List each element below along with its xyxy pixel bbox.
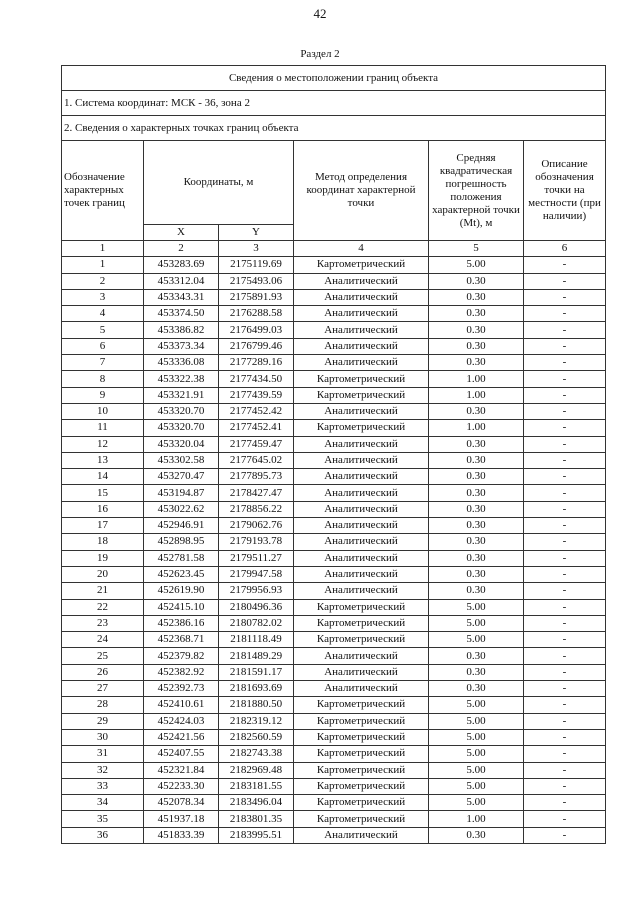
table-row xyxy=(62,827,606,843)
method: Аналитический xyxy=(294,550,429,566)
point-number: 35 xyxy=(62,811,144,827)
point-number: 2 xyxy=(62,273,144,289)
coord-x: 452379.82 xyxy=(144,648,219,664)
accuracy: 5.00 xyxy=(429,632,524,648)
coord-y: 2175493.06 xyxy=(219,273,294,289)
description: - xyxy=(524,534,606,550)
description: - xyxy=(524,599,606,615)
table-row xyxy=(62,615,606,631)
method: Картометрический xyxy=(294,599,429,615)
coord-x: 453386.82 xyxy=(144,322,219,338)
coord-y: 2180496.36 xyxy=(219,599,294,615)
accuracy: 1.00 xyxy=(429,811,524,827)
page-number: 42 xyxy=(313,6,327,21)
coord-x: 453322.38 xyxy=(144,371,219,387)
table-row xyxy=(62,436,606,452)
header-y: Y xyxy=(219,225,294,241)
point-number: 15 xyxy=(62,485,144,501)
description: - xyxy=(524,273,606,289)
column-index: 6 xyxy=(524,241,606,257)
coord-y: 2182743.38 xyxy=(219,746,294,762)
accuracy: 5.00 xyxy=(429,615,524,631)
point-number: 13 xyxy=(62,452,144,468)
method: Аналитический xyxy=(294,681,429,697)
coord-x: 452233.30 xyxy=(144,778,219,794)
point-number: 36 xyxy=(62,827,144,843)
description: - xyxy=(524,469,606,485)
table-row xyxy=(62,257,606,273)
description: - xyxy=(524,746,606,762)
method: Картометрический xyxy=(294,811,429,827)
point-number: 6 xyxy=(62,338,144,354)
accuracy: 5.00 xyxy=(429,762,524,778)
coord-y: 2179511.27 xyxy=(219,550,294,566)
coord-x: 452410.61 xyxy=(144,697,219,713)
accuracy: 5.00 xyxy=(429,697,524,713)
coord-y: 2182969.48 xyxy=(219,762,294,778)
coord-x: 452898.95 xyxy=(144,534,219,550)
description: - xyxy=(524,501,606,517)
point-number: 28 xyxy=(62,697,144,713)
coord-y: 2178427.47 xyxy=(219,485,294,501)
coord-y: 2179193.78 xyxy=(219,534,294,550)
description: - xyxy=(524,257,606,273)
accuracy: 0.30 xyxy=(429,403,524,419)
accuracy: 0.30 xyxy=(429,681,524,697)
header-accuracy: Средняя квадратическая погрешность положения характерной точки (Mt), м xyxy=(429,141,524,241)
accuracy: 0.30 xyxy=(429,338,524,354)
table-row xyxy=(62,795,606,811)
method: Аналитический xyxy=(294,583,429,599)
coordinate-system: 1. Система координат: МСК - 36, зона 2 xyxy=(62,91,606,116)
table-row xyxy=(62,387,606,403)
coord-y: 2178856.22 xyxy=(219,501,294,517)
points-section-title: 2. Сведения о характерных точках границ объекта xyxy=(62,116,606,141)
table-row xyxy=(62,566,606,582)
method: Картометрический xyxy=(294,697,429,713)
point-number: 7 xyxy=(62,355,144,371)
coord-y: 2179062.76 xyxy=(219,518,294,534)
coord-x: 453320.04 xyxy=(144,436,219,452)
method: Аналитический xyxy=(294,452,429,468)
description: - xyxy=(524,371,606,387)
header-description: Описание обозначения точки на местности (при наличии) xyxy=(524,141,606,241)
method: Аналитический xyxy=(294,501,429,517)
coord-y: 2179956.93 xyxy=(219,583,294,599)
method: Картометрический xyxy=(294,387,429,403)
table-row xyxy=(62,664,606,680)
point-number: 34 xyxy=(62,795,144,811)
coord-x: 453022.62 xyxy=(144,501,219,517)
coord-x: 453194.87 xyxy=(144,485,219,501)
method: Аналитический xyxy=(294,664,429,680)
table-row xyxy=(62,811,606,827)
table-row xyxy=(62,713,606,729)
coord-y: 2177645.02 xyxy=(219,452,294,468)
table-row xyxy=(62,746,606,762)
accuracy: 0.30 xyxy=(429,322,524,338)
coord-y: 2181693.69 xyxy=(219,681,294,697)
coord-x: 452382.92 xyxy=(144,664,219,680)
accuracy: 0.30 xyxy=(429,827,524,843)
description: - xyxy=(524,550,606,566)
point-number: 27 xyxy=(62,681,144,697)
accuracy: 0.30 xyxy=(429,518,524,534)
method: Аналитический xyxy=(294,518,429,534)
header-method: Метод определения координат характерной точки xyxy=(294,141,429,241)
table-row xyxy=(62,583,606,599)
column-index: 1 xyxy=(62,241,144,257)
description: - xyxy=(524,322,606,338)
coord-y: 2181489.29 xyxy=(219,648,294,664)
point-number: 19 xyxy=(62,550,144,566)
header-x: X xyxy=(144,225,219,241)
point-number: 22 xyxy=(62,599,144,615)
point-number: 21 xyxy=(62,583,144,599)
table-row xyxy=(62,469,606,485)
description: - xyxy=(524,452,606,468)
method: Картометрический xyxy=(294,746,429,762)
accuracy: 0.30 xyxy=(429,550,524,566)
table-row xyxy=(62,501,606,517)
description: - xyxy=(524,583,606,599)
coord-x: 452078.34 xyxy=(144,795,219,811)
point-number: 11 xyxy=(62,420,144,436)
table-row xyxy=(62,518,606,534)
description: - xyxy=(524,648,606,664)
accuracy: 0.30 xyxy=(429,583,524,599)
coord-x: 453320.70 xyxy=(144,403,219,419)
accuracy: 0.30 xyxy=(429,664,524,680)
coord-x: 452415.10 xyxy=(144,599,219,615)
coord-y: 2183496.04 xyxy=(219,795,294,811)
method: Аналитический xyxy=(294,469,429,485)
description: - xyxy=(524,827,606,843)
method: Аналитический xyxy=(294,436,429,452)
point-number: 16 xyxy=(62,501,144,517)
description: - xyxy=(524,566,606,582)
method: Аналитический xyxy=(294,534,429,550)
method: Аналитический xyxy=(294,827,429,843)
table-title: Сведения о местоположении границ объекта xyxy=(62,66,606,91)
coord-y: 2176799.46 xyxy=(219,338,294,354)
description: - xyxy=(524,387,606,403)
coord-x: 453321.91 xyxy=(144,387,219,403)
coord-x: 452619.90 xyxy=(144,583,219,599)
method: Картометрический xyxy=(294,778,429,794)
coord-y: 2177895.73 xyxy=(219,469,294,485)
column-index-row xyxy=(62,241,606,257)
point-number: 12 xyxy=(62,436,144,452)
table-row xyxy=(62,403,606,419)
coord-y: 2175119.69 xyxy=(219,257,294,273)
accuracy: 0.30 xyxy=(429,355,524,371)
coord-x: 453343.31 xyxy=(144,289,219,305)
point-number: 26 xyxy=(62,664,144,680)
table-row xyxy=(62,273,606,289)
point-number: 32 xyxy=(62,762,144,778)
point-number: 5 xyxy=(62,322,144,338)
description: - xyxy=(524,518,606,534)
point-number: 23 xyxy=(62,615,144,631)
method: Картометрический xyxy=(294,257,429,273)
accuracy: 0.30 xyxy=(429,648,524,664)
description: - xyxy=(524,664,606,680)
accuracy: 5.00 xyxy=(429,729,524,745)
point-number: 3 xyxy=(62,289,144,305)
coord-y: 2182560.59 xyxy=(219,729,294,745)
accuracy: 0.30 xyxy=(429,436,524,452)
table-row xyxy=(62,534,606,550)
point-number: 25 xyxy=(62,648,144,664)
point-number: 30 xyxy=(62,729,144,745)
accuracy: 5.00 xyxy=(429,778,524,794)
coord-y: 2181118.49 xyxy=(219,632,294,648)
coord-x: 453312.04 xyxy=(144,273,219,289)
method: Аналитический xyxy=(294,485,429,501)
point-number: 29 xyxy=(62,713,144,729)
coord-x: 452386.16 xyxy=(144,615,219,631)
description: - xyxy=(524,729,606,745)
description: - xyxy=(524,632,606,648)
table-row xyxy=(62,371,606,387)
accuracy: 0.30 xyxy=(429,534,524,550)
description: - xyxy=(524,811,606,827)
coord-x: 452623.45 xyxy=(144,566,219,582)
table-row xyxy=(62,632,606,648)
header-designation: Обозначение характерных точек границ xyxy=(62,141,144,241)
coord-x: 452368.71 xyxy=(144,632,219,648)
coord-x: 452421.56 xyxy=(144,729,219,745)
point-number: 31 xyxy=(62,746,144,762)
coord-y: 2181591.17 xyxy=(219,664,294,680)
coord-y: 2183181.55 xyxy=(219,778,294,794)
point-number: 24 xyxy=(62,632,144,648)
coord-x: 451833.39 xyxy=(144,827,219,843)
description: - xyxy=(524,306,606,322)
accuracy: 5.00 xyxy=(429,713,524,729)
method: Аналитический xyxy=(294,322,429,338)
table-row xyxy=(62,550,606,566)
coord-y: 2179947.58 xyxy=(219,566,294,582)
coord-x: 453373.34 xyxy=(144,338,219,354)
point-number: 4 xyxy=(62,306,144,322)
table-row xyxy=(62,599,606,615)
method: Аналитический xyxy=(294,566,429,582)
method: Картометрический xyxy=(294,632,429,648)
column-index: 5 xyxy=(429,241,524,257)
accuracy: 0.30 xyxy=(429,273,524,289)
column-index: 2 xyxy=(144,241,219,257)
description: - xyxy=(524,778,606,794)
coord-y: 2183995.51 xyxy=(219,827,294,843)
accuracy: 1.00 xyxy=(429,387,524,403)
coord-y: 2177459.47 xyxy=(219,436,294,452)
description: - xyxy=(524,762,606,778)
accuracy: 5.00 xyxy=(429,746,524,762)
method: Аналитический xyxy=(294,648,429,664)
coord-x: 452392.73 xyxy=(144,681,219,697)
description: - xyxy=(524,615,606,631)
accuracy: 5.00 xyxy=(429,257,524,273)
coord-y: 2180782.02 xyxy=(219,615,294,631)
description: - xyxy=(524,795,606,811)
point-number: 33 xyxy=(62,778,144,794)
point-number: 1 xyxy=(62,257,144,273)
method: Аналитический xyxy=(294,289,429,305)
table-row xyxy=(62,322,606,338)
description: - xyxy=(524,681,606,697)
point-number: 10 xyxy=(62,403,144,419)
coord-y: 2176288.58 xyxy=(219,306,294,322)
point-number: 8 xyxy=(62,371,144,387)
point-number: 17 xyxy=(62,518,144,534)
table-row xyxy=(62,338,606,354)
description: - xyxy=(524,355,606,371)
boundary-points-table xyxy=(61,65,606,844)
table-row xyxy=(62,289,606,305)
coord-y: 2182319.12 xyxy=(219,713,294,729)
table-row xyxy=(62,762,606,778)
coord-y: 2177434.50 xyxy=(219,371,294,387)
header-coordinates: Координаты, м xyxy=(144,141,294,225)
accuracy: 5.00 xyxy=(429,795,524,811)
column-index: 4 xyxy=(294,241,429,257)
accuracy: 0.30 xyxy=(429,306,524,322)
table-row xyxy=(62,306,606,322)
accuracy: 0.30 xyxy=(429,452,524,468)
table-row xyxy=(62,452,606,468)
method: Картометрический xyxy=(294,762,429,778)
description: - xyxy=(524,485,606,501)
method: Аналитический xyxy=(294,338,429,354)
coord-x: 453302.58 xyxy=(144,452,219,468)
method: Аналитический xyxy=(294,355,429,371)
coord-x: 452407.55 xyxy=(144,746,219,762)
description: - xyxy=(524,697,606,713)
coord-y: 2176499.03 xyxy=(219,322,294,338)
description: - xyxy=(524,436,606,452)
coord-x: 453336.08 xyxy=(144,355,219,371)
section-label: Раздел 2 xyxy=(300,48,340,60)
coord-y: 2177452.41 xyxy=(219,420,294,436)
accuracy: 0.30 xyxy=(429,566,524,582)
coord-x: 452321.84 xyxy=(144,762,219,778)
coord-y: 2177439.59 xyxy=(219,387,294,403)
method: Аналитический xyxy=(294,273,429,289)
accuracy: 1.00 xyxy=(429,371,524,387)
data-rows xyxy=(62,257,606,844)
table-row xyxy=(62,420,606,436)
method: Картометрический xyxy=(294,420,429,436)
accuracy: 5.00 xyxy=(429,599,524,615)
method: Аналитический xyxy=(294,306,429,322)
point-number: 9 xyxy=(62,387,144,403)
coord-x: 451937.18 xyxy=(144,811,219,827)
method: Картометрический xyxy=(294,371,429,387)
accuracy: 0.30 xyxy=(429,289,524,305)
table-row xyxy=(62,648,606,664)
description: - xyxy=(524,403,606,419)
column-index: 3 xyxy=(219,241,294,257)
coord-y: 2183801.35 xyxy=(219,811,294,827)
coord-x: 452424.03 xyxy=(144,713,219,729)
point-number: 18 xyxy=(62,534,144,550)
description: - xyxy=(524,289,606,305)
coord-x: 452781.58 xyxy=(144,550,219,566)
coord-x: 453374.50 xyxy=(144,306,219,322)
coord-x: 453320.70 xyxy=(144,420,219,436)
description: - xyxy=(524,420,606,436)
accuracy: 0.30 xyxy=(429,469,524,485)
table-row xyxy=(62,681,606,697)
table-row xyxy=(62,355,606,371)
description: - xyxy=(524,713,606,729)
method: Картометрический xyxy=(294,795,429,811)
method: Картометрический xyxy=(294,713,429,729)
method: Картометрический xyxy=(294,615,429,631)
accuracy: 1.00 xyxy=(429,420,524,436)
method: Картометрический xyxy=(294,729,429,745)
method: Аналитический xyxy=(294,403,429,419)
coord-y: 2175891.93 xyxy=(219,289,294,305)
accuracy: 0.30 xyxy=(429,501,524,517)
accuracy: 0.30 xyxy=(429,485,524,501)
point-number: 20 xyxy=(62,566,144,582)
description: - xyxy=(524,338,606,354)
point-number: 14 xyxy=(62,469,144,485)
coord-x: 452946.91 xyxy=(144,518,219,534)
table-row xyxy=(62,485,606,501)
coord-x: 453270.47 xyxy=(144,469,219,485)
table-row xyxy=(62,778,606,794)
coord-x: 453283.69 xyxy=(144,257,219,273)
coord-y: 2177452.42 xyxy=(219,403,294,419)
coord-y: 2177289.16 xyxy=(219,355,294,371)
table-row xyxy=(62,729,606,745)
coord-y: 2181880.50 xyxy=(219,697,294,713)
table-row xyxy=(62,697,606,713)
